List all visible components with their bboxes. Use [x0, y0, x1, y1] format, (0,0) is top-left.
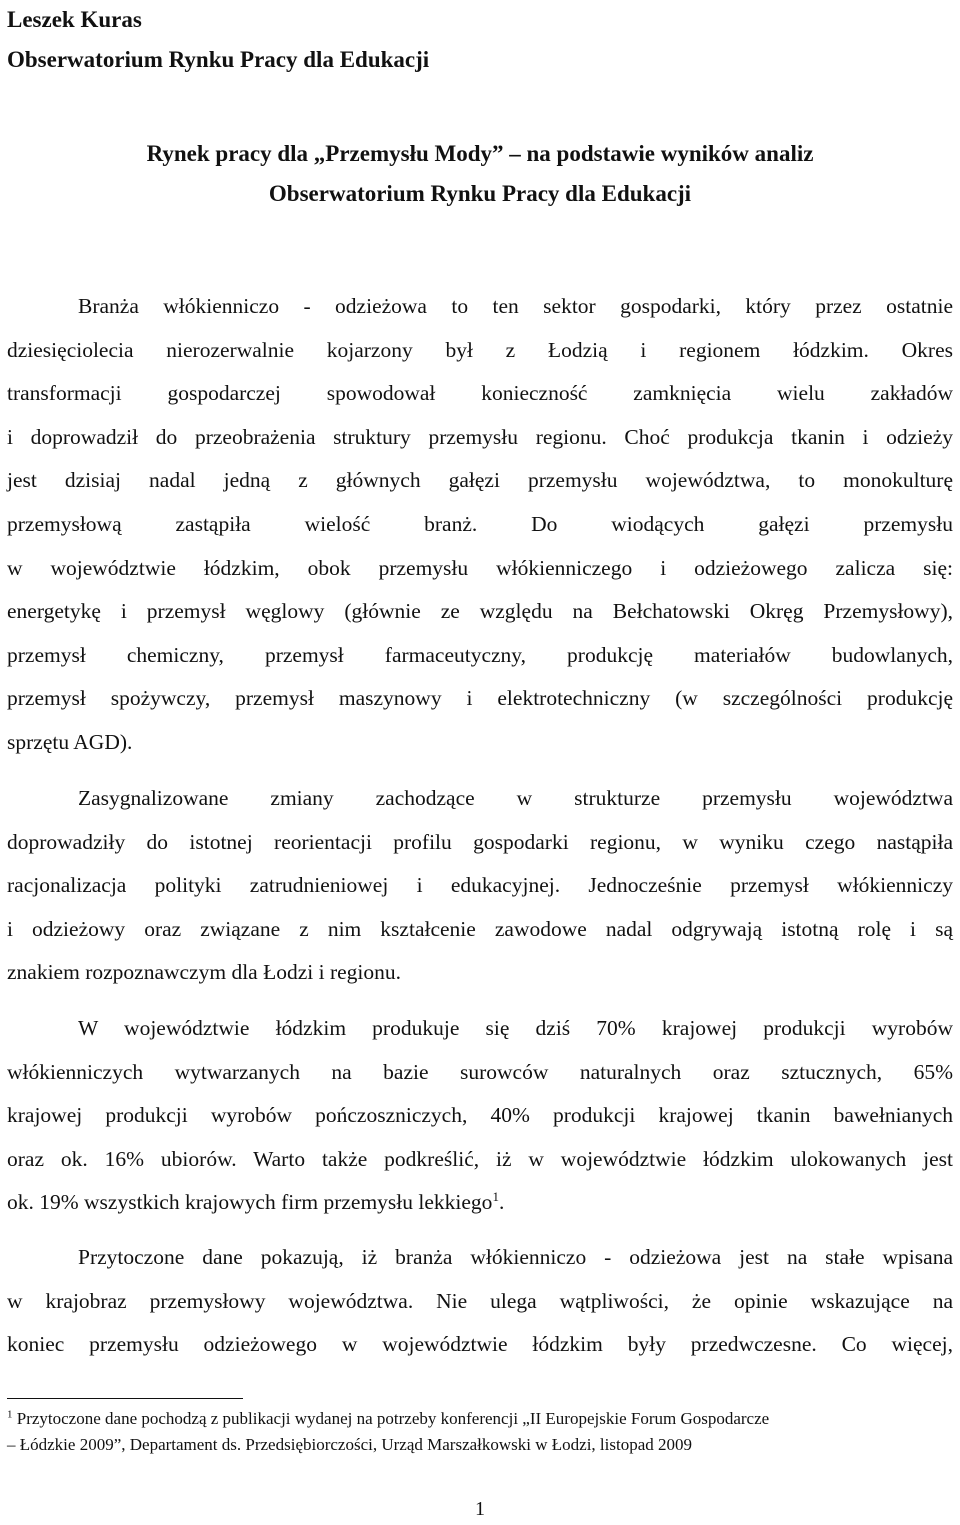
author-block	[7, 0, 429, 80]
document-title	[0, 134, 960, 214]
page-number: 1	[475, 1498, 485, 1520]
footnote-text-1: Przytoczone dane pochodzą z publikacji wydanej na potrzeby konferencji „II Europejskie Forum Gospodarcze	[16, 1409, 770, 1428]
paragraph-line: jest dzisiaj nadal jedną z głównych gałęzi przemysłu województwa, to monokulturę	[7, 468, 953, 493]
paragraph-line: i odzieżowy oraz związane z nim kształcenie zawodowe nadal odgrywają istotną rolę i są	[7, 916, 953, 941]
paragraph-1	[7, 285, 953, 765]
sentence-end: .	[498, 1190, 505, 1215]
paragraph-line: przemysłową zastąpiła wielość branż. Do wiodących gałęzi przemysłu	[7, 511, 953, 536]
paragraph-3	[7, 1007, 953, 1225]
author-name: Leszek Kuras	[7, 7, 142, 32]
footnote	[7, 1406, 957, 1458]
paragraph-line: w województwie łódzkim, obok przemysłu włókienniczego i odzieżowego zalicza się:	[7, 555, 953, 580]
paragraph-line-with-footnote	[7, 1181, 953, 1225]
paragraph-line: włókienniczych wytwarzanych na bazie surowców naturalnych oraz sztucznych, 65%	[7, 1059, 953, 1084]
paragraph-line: energetykę i przemysł węglowy (głównie ze względu na Bełchatowski Okręg Przemysłowy),	[7, 599, 953, 624]
paragraph-line: krajowej produkcji wyrobów pończoszniczych, 40% produkcji krajowej tkanin bawełnianych	[7, 1103, 953, 1128]
title-line-1: Rynek pracy dla „Przemysłu Mody” – na podstawie wyników analiz	[146, 141, 814, 166]
paragraph-line: w krajobraz przemysłowy województwa. Nie ulega wątpliwości, że opinie wskazujące na	[7, 1288, 953, 1313]
author-institution: Obserwatorium Rynku Pracy dla Edukacji	[7, 47, 430, 72]
paragraph-line: znakiem rozpoznawczym dla Łodzi i regionu.	[7, 960, 402, 985]
paragraph-2	[7, 777, 953, 995]
paragraph-4	[7, 1236, 953, 1367]
paragraph-line: przemysł chemiczny, przemysł farmaceutyczny, produkcję materiałów budowlanych,	[7, 642, 953, 667]
paragraph-line: ok. 19% wszystkich krajowych firm przemysłu lekkiego	[7, 1190, 493, 1215]
paragraph-line: Zasygnalizowane zmiany zachodzące w strukturze przemysłu województwa	[78, 786, 953, 810]
paragraph-line: Branża włókienniczo - odzieżowa to ten sektor gospodarki, który przez ostatnie	[78, 294, 953, 318]
footnote-line-1	[7, 1406, 957, 1432]
paragraph-line: dziesięciolecia nierozerwalnie kojarzony był z Łodzią i regionem łódzkim. Okres	[7, 337, 953, 362]
paragraph-line: przemysł spożywczy, przemysł maszynowy i elektrotechniczny (w szczególności produkcję	[7, 686, 953, 711]
paragraph-line: sprzętu AGD).	[7, 729, 133, 754]
paragraph-line: Przytoczone dane pokazują, iż branża włókienniczo - odzieżowa jest na stałe wpisana	[78, 1245, 953, 1269]
title-line-2: Obserwatorium Rynku Pracy dla Edukacji	[268, 181, 692, 206]
paragraph-line: W województwie łódzkim produkuje się dziś 70% krajowej produkcji wyrobów	[78, 1016, 953, 1040]
paragraph-line: racjonalizacja polityki zatrudnieniowej i edukacyjnej. Jednocześnie przemysł włókienniczy	[7, 873, 953, 898]
paragraph-line: i doprowadził do przeobrażenia struktury przemysłu regionu. Choć produkcja tkanin i odzieży	[7, 424, 953, 449]
footnote-number: 1	[7, 1408, 13, 1421]
paragraph-line: transformacji gospodarczej spowodował konieczność zamknięcia wielu zakładów	[7, 381, 953, 406]
footnote-reference[interactable]: 1	[492, 1189, 499, 1205]
footnote-separator	[7, 1398, 243, 1399]
paragraph-line: oraz ok. 16% ubiorów. Warto także podkreślić, iż w województwie łódzkim ulokowanych jest	[7, 1146, 953, 1171]
paragraph-line: doprowadziły do istotnej reorientacji profilu gospodarki regionu, w wyniku czego nastąpiła	[7, 829, 953, 854]
footnote-text-2: – Łódzkie 2009”, Departament ds. Przedsiębiorczości, Urząd Marszałkowski w Łodzi, listopad 2009	[7, 1435, 693, 1454]
paragraph-line: koniec przemysłu odzieżowego w województwie łódzkim były przedwczesne. Co więcej,	[7, 1332, 953, 1357]
